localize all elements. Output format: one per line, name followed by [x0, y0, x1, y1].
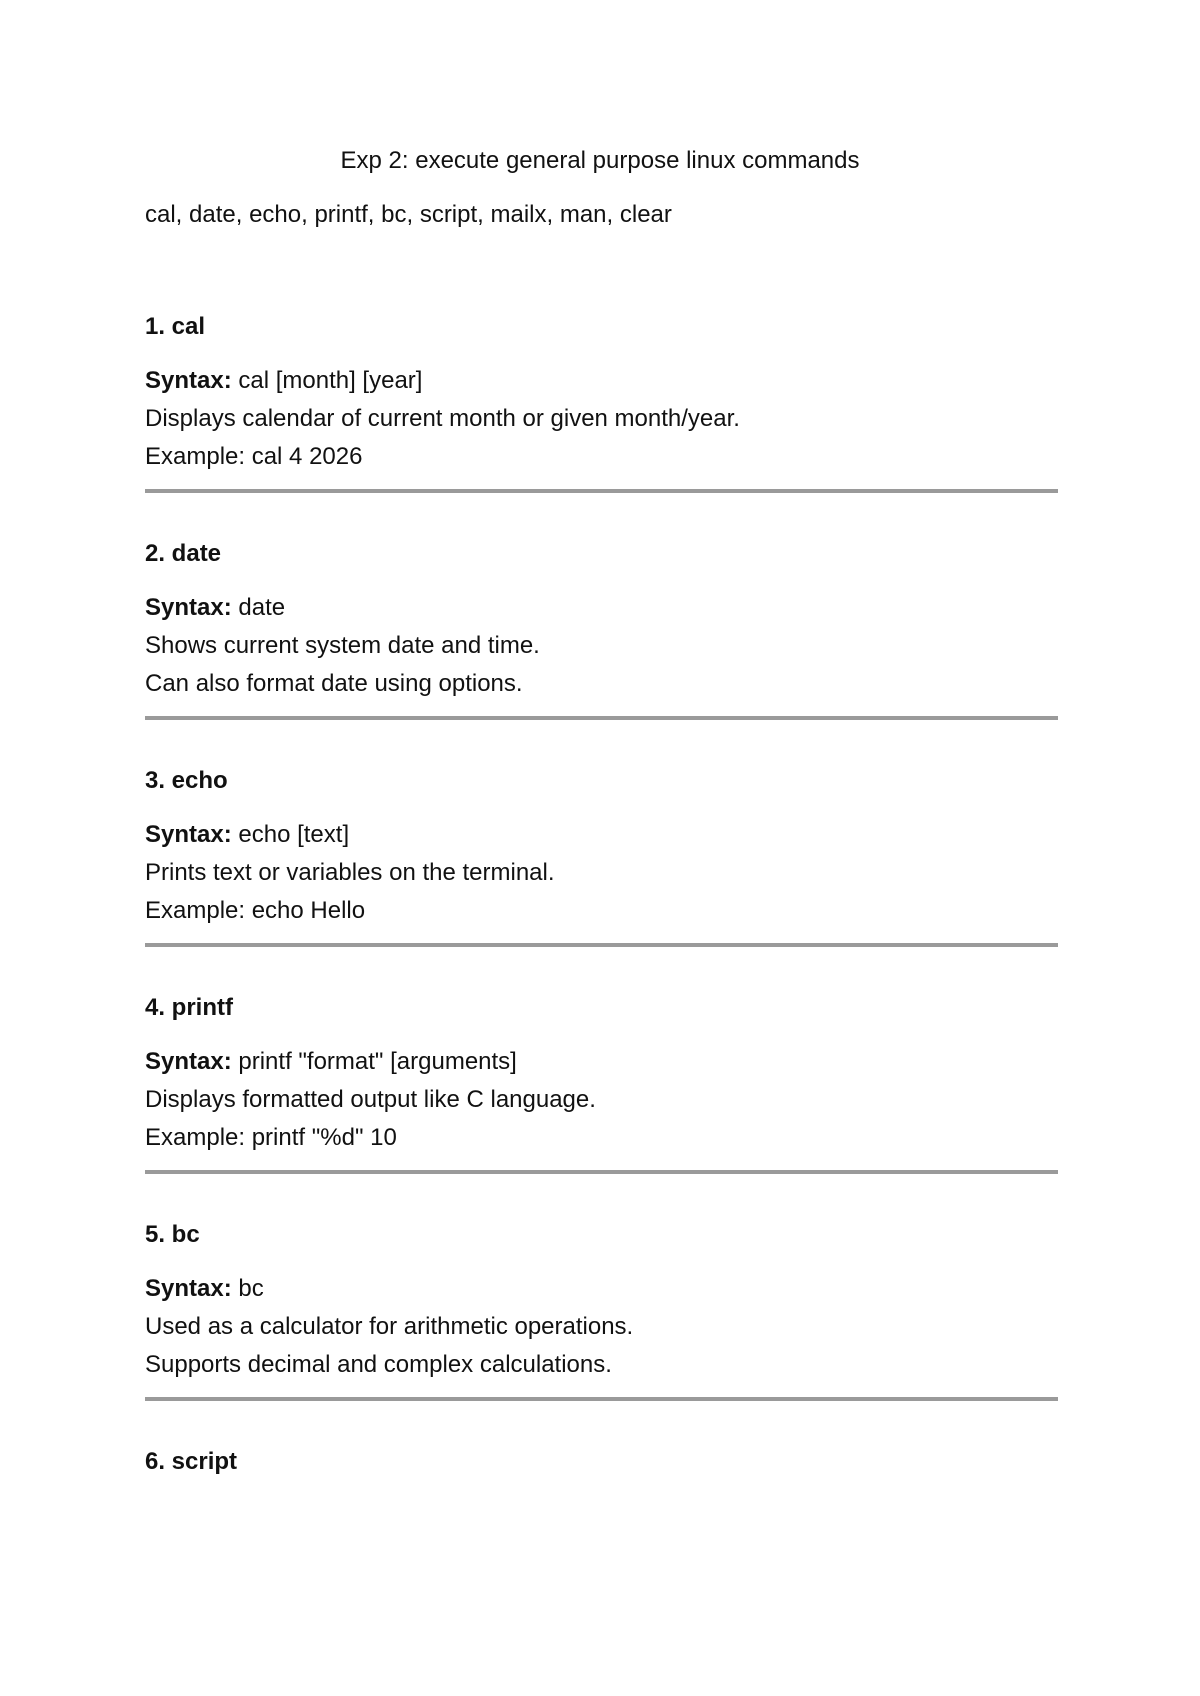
- syntax-line: [145, 589, 1058, 627]
- section-heading: 1. cal: [145, 313, 206, 340]
- section-bc: [145, 1220, 1058, 1384]
- section-cal: [145, 312, 1058, 476]
- syntax-value: echo [text]: [238, 821, 350, 848]
- description-line: Displays calendar of current month or given month/year.: [145, 405, 740, 432]
- description-line: Example: printf "%d" 10: [145, 1124, 397, 1151]
- section-divider: [145, 489, 1058, 493]
- document-title: Exp 2: execute general purpose linux commands: [340, 147, 860, 174]
- section-heading: 2. date: [145, 540, 222, 567]
- section-heading: 3. echo: [145, 767, 228, 794]
- section-script: [145, 1447, 1058, 1497]
- syntax-label: Syntax:: [145, 594, 232, 621]
- syntax-line: [145, 1043, 1058, 1081]
- syntax-label: Syntax:: [145, 1048, 232, 1075]
- section-echo: [145, 766, 1058, 930]
- syntax-label: Syntax:: [145, 367, 232, 394]
- description-line: Used as a calculator for arithmetic operations.: [145, 1313, 634, 1340]
- syntax-label: Syntax:: [145, 1275, 232, 1302]
- section-divider: [145, 716, 1058, 720]
- description-line: Example: cal 4 2026: [145, 443, 363, 470]
- section-divider: [145, 1170, 1058, 1174]
- description-line: Can also format date using options.: [145, 670, 523, 697]
- syntax-line: [145, 362, 1058, 400]
- syntax-label: Syntax:: [145, 821, 232, 848]
- section-date: [145, 539, 1058, 703]
- description-line: Shows current system date and time.: [145, 632, 540, 659]
- section-divider: [145, 943, 1058, 947]
- section-heading: 6. script: [145, 1448, 238, 1475]
- syntax-value: bc: [238, 1275, 264, 1302]
- section-printf: [145, 993, 1058, 1157]
- description-line: Supports decimal and complex calculations.: [145, 1351, 612, 1378]
- section-heading: 5. bc: [145, 1221, 200, 1248]
- syntax-line: [145, 1270, 1058, 1308]
- command-list: cal, date, echo, printf, bc, script, mailx, man, clear: [145, 201, 672, 228]
- syntax-line: [145, 816, 1058, 854]
- syntax-value: printf "format" [arguments]: [238, 1048, 517, 1075]
- section-divider: [145, 1397, 1058, 1401]
- description-line: Prints text or variables on the terminal.: [145, 859, 555, 886]
- section-heading: 4. printf: [145, 994, 233, 1021]
- description-line: Displays formatted output like C language.: [145, 1086, 596, 1113]
- description-line: Example: echo Hello: [145, 897, 366, 924]
- syntax-value: date: [238, 594, 286, 621]
- syntax-value: cal [month] [year]: [238, 367, 423, 394]
